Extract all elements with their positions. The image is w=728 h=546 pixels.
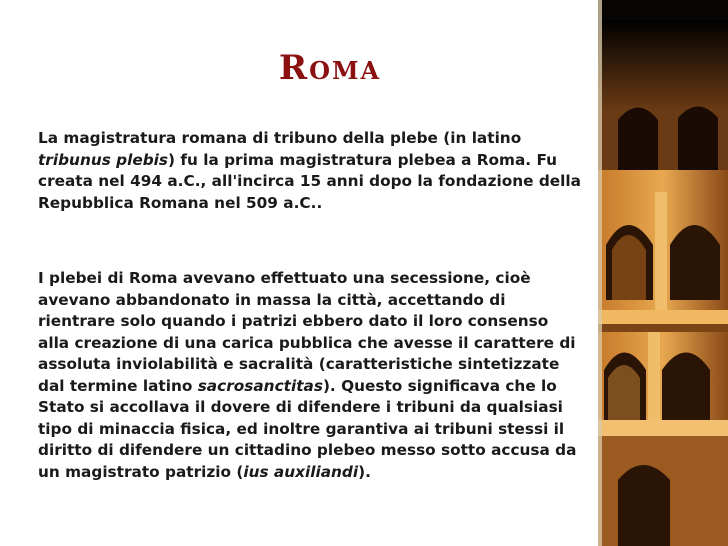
paragraph-2-text-b: ). Questo significava che lo Stato si accollava il dovere di difendere i tribuni da qualsiasi tipo di minaccia fisica, ed inoltre garantiva ai tribuni stessi il diritto di difendere un cittadino plebeo messo sotto accusa da un magistrato patrizio ( bbox=[38, 376, 577, 481]
paragraph-1-text-a: La magistratura romana di tribuno della plebe (in latino bbox=[38, 129, 522, 147]
paragraph-1-text-b: ) fu la prima magistratura plebea a Roma. Fu creata nel 494 a.C., all'incirca 15 anni dopo la fondazione della Repubblica Romana nel 509 a.C.. bbox=[38, 150, 581, 212]
paragraph-2-text-a: I plebei di Roma avevano effettuato una secessione, cioè avevano abbandonato in massa la città, accettando di rientrare solo quando i patrizi ebbero dato il loro consenso alla creazione di una carica pubblica che avesse il carattere di assoluta inviolabilità e sacralità (caratteristiche sintetizzate dal termine latino bbox=[38, 269, 576, 395]
paragraph-2-italic-term-2: ius auxiliandi bbox=[243, 462, 359, 481]
paragraph-1-italic-term: tribunus plebis bbox=[38, 150, 169, 169]
paragraph-2-italic-term-1: sacrosanctitas bbox=[197, 376, 323, 395]
colosseum-photo bbox=[598, 0, 728, 546]
slide-title: Roma bbox=[278, 48, 382, 88]
paragraph-2 bbox=[38, 268, 583, 483]
colosseum-illustration bbox=[598, 0, 728, 546]
paragraph-1 bbox=[38, 128, 583, 214]
paragraph-2-text-c: ). bbox=[358, 462, 371, 481]
